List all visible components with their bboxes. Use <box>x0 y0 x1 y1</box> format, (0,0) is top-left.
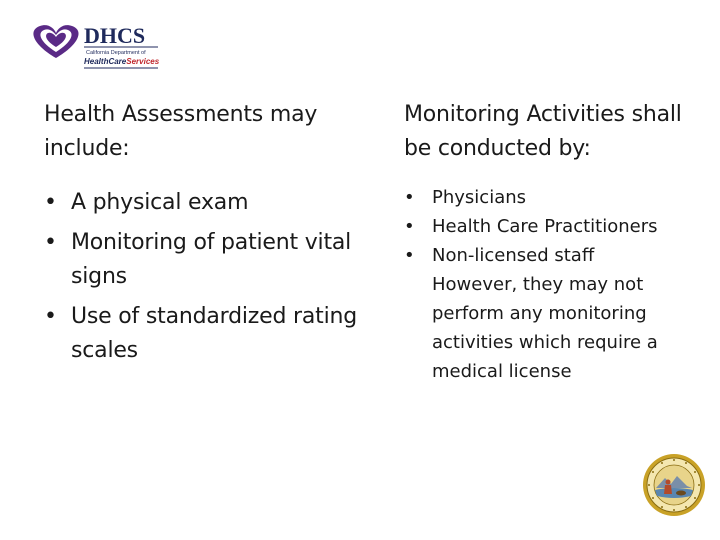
heart-hands-logo-icon <box>26 18 160 72</box>
dhcs-logo <box>26 18 160 72</box>
bullet-icon: • <box>404 187 415 208</box>
list-item-text: Non-licensed staff <box>432 245 595 266</box>
list-item-text: Use of standardized rating scales <box>71 303 357 363</box>
logo-subtext-health: HealthCare <box>84 57 127 66</box>
list-item <box>404 183 704 212</box>
list-item-text: Health Care Practitioners <box>432 216 658 237</box>
right-heading: Monitoring Activities shall be conducted by: <box>404 102 682 161</box>
left-heading: Health Assessments may include: <box>44 102 318 161</box>
logo-subtext-services: Services <box>126 57 160 66</box>
list-item <box>44 186 364 221</box>
list-item-note: However, they may not perform any monitoring activities which require a medical license <box>432 274 658 382</box>
bullet-icon: • <box>404 245 415 266</box>
list-item <box>44 226 364 295</box>
bullet-icon: • <box>44 303 57 329</box>
list-item-text: Monitoring of patient vital signs <box>71 229 352 289</box>
list-item <box>404 212 704 241</box>
list-item <box>44 300 364 369</box>
logo-text: DHCS <box>84 23 146 48</box>
svg-text:HealthCareServices <box>84 57 160 66</box>
list-item-text: A physical exam <box>71 190 249 215</box>
right-column <box>404 98 704 386</box>
logo-tagline: California Department of <box>86 50 146 56</box>
list-item <box>404 241 704 386</box>
california-state-seal-icon <box>641 452 707 518</box>
left-bullet-list <box>44 186 364 369</box>
list-item-text: Physicians <box>432 187 527 208</box>
bullet-icon: • <box>44 229 57 255</box>
bullet-icon: • <box>404 216 415 237</box>
bullet-icon: • <box>44 190 57 215</box>
right-bullet-list <box>404 183 704 386</box>
left-column <box>44 98 364 374</box>
